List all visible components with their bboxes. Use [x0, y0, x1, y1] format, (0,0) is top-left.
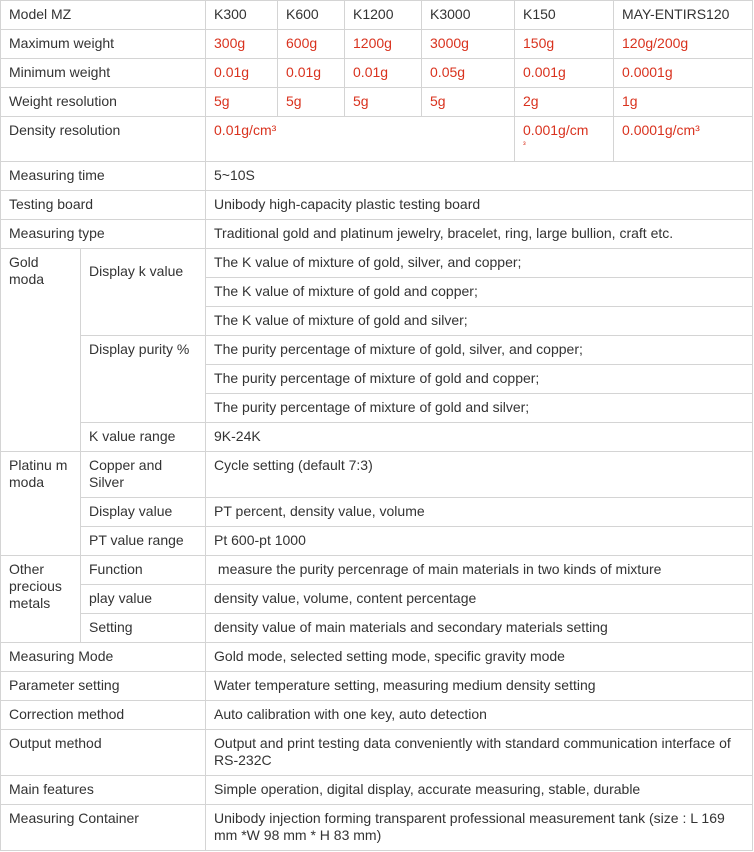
max-weight-may: 120g/200g — [614, 30, 753, 59]
gold-k-row-1 — [1, 249, 753, 278]
testing-board-row — [1, 191, 753, 220]
measuring-time-row — [1, 162, 753, 191]
model-k300: K300 — [206, 1, 278, 30]
density-resolution-k-models: 0.01g/cm³ — [206, 117, 515, 162]
measuring-mode-row — [1, 643, 753, 672]
other-metals-label: Other precious metals — [1, 556, 81, 643]
max-weight-k600: 600g — [278, 30, 345, 59]
max-weight-label: Maximum weight — [1, 30, 206, 59]
measuring-container-row — [1, 805, 753, 851]
gold-purity-row-1 — [1, 336, 753, 365]
platinum-display-value-label: Display value — [81, 498, 206, 527]
model-k1200: K1200 — [345, 1, 422, 30]
parameter-setting-label: Parameter setting — [1, 672, 206, 701]
min-weight-k1200: 0.01g — [345, 59, 422, 88]
gold-display-purity-label: Display purity % — [81, 336, 206, 423]
measuring-container-value: Unibody injection forming transparent professional measurement tank (size : L 169 mm *W 98 mm * H 83 mm) — [206, 805, 753, 851]
max-weight-k3000: 3000g — [422, 30, 515, 59]
weight-resolution-label: Weight resolution — [1, 88, 206, 117]
platinum-pt-range-row — [1, 527, 753, 556]
min-weight-k3000: 0.05g — [422, 59, 515, 88]
output-method-label: Output method — [1, 730, 206, 776]
density-resolution-row — [1, 117, 753, 162]
measuring-type-row — [1, 220, 753, 249]
measuring-type-value: Traditional gold and platinum jewelry, bracelet, ring, large bullion, craft etc. — [206, 220, 753, 249]
platinum-copper-silver-label: Copper and Silver — [81, 452, 206, 498]
parameter-setting-value: Water temperature setting, measuring medium density setting — [206, 672, 753, 701]
weight-resolution-k150: 2g — [515, 88, 614, 117]
density-resolution-may: 0.0001g/cm³ — [614, 117, 753, 162]
platinum-moda-label: Platinu m moda — [1, 452, 81, 556]
max-weight-k150: 150g — [515, 30, 614, 59]
measuring-type-label: Measuring type — [1, 220, 206, 249]
measuring-time-label: Measuring time — [1, 162, 206, 191]
gold-moda-label: Gold moda — [1, 249, 81, 452]
platinum-copper-silver-row — [1, 452, 753, 498]
model-may-entirs120: MAY-ENTIRS120 — [614, 1, 753, 30]
weight-resolution-k3000: 5g — [422, 88, 515, 117]
weight-resolution-k300: 5g — [206, 88, 278, 117]
other-function-label: Function — [81, 556, 206, 585]
platinum-display-value-value: PT percent, density value, volume — [206, 498, 753, 527]
gold-k-item-1: The K value of mixture of gold, silver, and copper; — [206, 249, 753, 278]
max-weight-row — [1, 30, 753, 59]
weight-resolution-k1200: 5g — [345, 88, 422, 117]
measuring-time-value: 5~10S — [206, 162, 753, 191]
density-resolution-label: Density resolution — [1, 117, 206, 162]
correction-method-row — [1, 701, 753, 730]
other-play-value-row — [1, 585, 753, 614]
main-features-value: Simple operation, digital display, accurate measuring, stable, durable — [206, 776, 753, 805]
weight-resolution-may: 1g — [614, 88, 753, 117]
min-weight-may: 0.0001g — [614, 59, 753, 88]
correction-method-label: Correction method — [1, 701, 206, 730]
model-k150: K150 — [515, 1, 614, 30]
testing-board-value: Unibody high-capacity plastic testing board — [206, 191, 753, 220]
other-setting-value: density value of main materials and secondary materials setting — [206, 614, 753, 643]
platinum-pt-range-label: PT value range — [81, 527, 206, 556]
platinum-copper-silver-value: Cycle setting (default 7:3) — [206, 452, 753, 498]
output-method-value: Output and print testing data conveniently with standard communication interface of RS-232C — [206, 730, 753, 776]
main-features-label: Main features — [1, 776, 206, 805]
measuring-mode-label: Measuring Mode — [1, 643, 206, 672]
gold-purity-item-1: The purity percentage of mixture of gold, silver, and copper; — [206, 336, 753, 365]
min-weight-k600: 0.01g — [278, 59, 345, 88]
other-play-value-value: density value, volume, content percentage — [206, 585, 753, 614]
other-play-value-label: play value — [81, 585, 206, 614]
header-row — [1, 1, 753, 30]
weight-resolution-k600: 5g — [278, 88, 345, 117]
correction-method-value: Auto calibration with one key, auto detection — [206, 701, 753, 730]
output-method-row — [1, 730, 753, 776]
parameter-setting-row — [1, 672, 753, 701]
platinum-display-value-row — [1, 498, 753, 527]
min-weight-k300: 0.01g — [206, 59, 278, 88]
max-weight-k1200: 1200g — [345, 30, 422, 59]
gold-purity-item-3: The purity percentage of mixture of gold and silver; — [206, 394, 753, 423]
measuring-mode-value: Gold mode, selected setting mode, specific gravity mode — [206, 643, 753, 672]
gold-k-range-value: 9K-24K — [206, 423, 753, 452]
other-function-value: measure the purity percenrage of main materials in two kinds of mixture — [206, 556, 753, 585]
other-setting-row — [1, 614, 753, 643]
other-function-row — [1, 556, 753, 585]
weight-resolution-row — [1, 88, 753, 117]
min-weight-row — [1, 59, 753, 88]
gold-k-item-3: The K value of mixture of gold and silver; — [206, 307, 753, 336]
model-k600: K600 — [278, 1, 345, 30]
gold-purity-item-2: The purity percentage of mixture of gold and copper; — [206, 365, 753, 394]
other-setting-label: Setting — [81, 614, 206, 643]
max-weight-k300: 300g — [206, 30, 278, 59]
model-k3000: K3000 — [422, 1, 515, 30]
min-weight-label: Minimum weight — [1, 59, 206, 88]
header-label: Model MZ — [1, 1, 206, 30]
density-resolution-k150-sup: ³ — [523, 140, 526, 149]
gold-display-k-label: Display k value — [81, 249, 206, 336]
gold-k-item-2: The K value of mixture of gold and copper; — [206, 278, 753, 307]
gold-k-range-label: K value range — [81, 423, 206, 452]
platinum-pt-range-value: Pt 600-pt 1000 — [206, 527, 753, 556]
testing-board-label: Testing board — [1, 191, 206, 220]
density-resolution-k150 — [515, 117, 614, 162]
gold-k-range-row — [1, 423, 753, 452]
density-resolution-k150-value: 0.001g/cm — [523, 122, 589, 138]
measuring-container-label: Measuring Container — [1, 805, 206, 851]
main-features-row — [1, 776, 753, 805]
min-weight-k150: 0.001g — [515, 59, 614, 88]
